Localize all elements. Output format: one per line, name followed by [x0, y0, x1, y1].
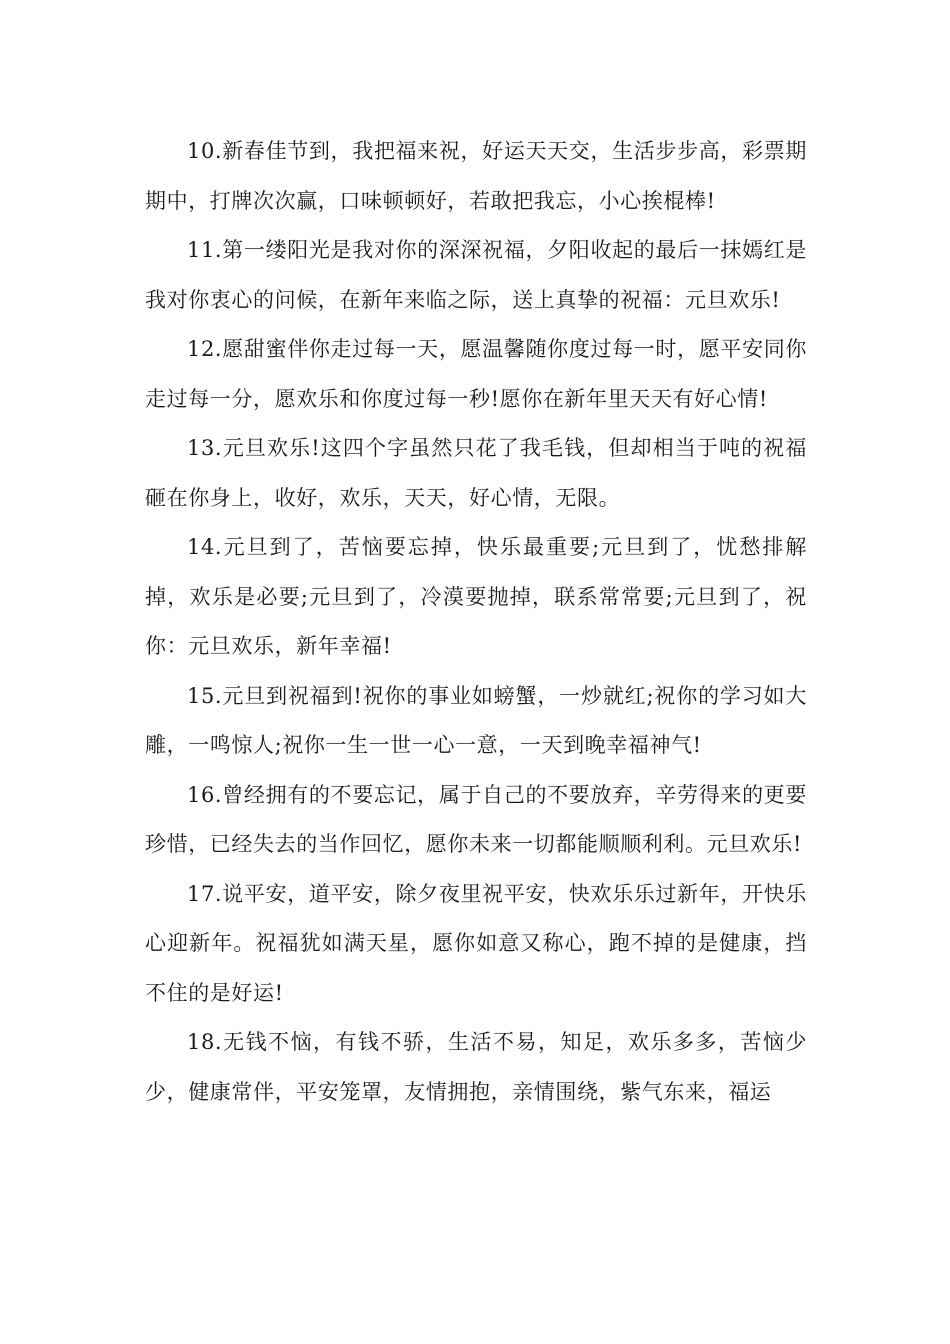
- paragraph-15: 15.元旦到祝福到!祝你的事业如螃蟹，一炒就红;祝你的学习如大雕，一鸣惊人;祝你一生一世一心一意，一天到晚幸福神气!: [145, 683, 807, 757]
- paragraph-17: 17.说平安，道平安，除夕夜里祝平安，快欢乐乐过新年，开快乐心迎新年。祝福犹如满天星，愿你如意又称心，跑不掉的是健康，挡不住的是好运!: [145, 881, 807, 1005]
- document-body: [145, 127, 807, 1117]
- paragraph-12: 12.愿甜蜜伴你走过每一天，愿温馨随你度过每一时，愿平安同你走过每一分，愿欢乐和你度过每一秒!愿你在新年里天天有好心情!: [145, 337, 807, 411]
- paragraph-10: 10.新春佳节到，我把福来祝，好运天天交，生活步步高，彩票期期中，打牌次次赢，口味顿顿好，若敢把我忘，小心挨棍棒!: [145, 139, 807, 213]
- paragraph-11: 11.第一缕阳光是我对你的深深祝福，夕阳收起的最后一抹嫣红是我对你衷心的问候，在新年来临之际，送上真挚的祝福：元旦欢乐!: [145, 238, 807, 312]
- paragraph-18: 18.无钱不恼，有钱不骄，生活不易，知足，欢乐多多，苦恼少少，健康常伴，平安笼罩，友情拥抱，亲情围绕，紫气东来，福运: [145, 1030, 807, 1104]
- paragraph-13: 13.元旦欢乐!这四个字虽然只花了我毛钱，但却相当于吨的祝福砸在你身上，收好，欢乐，天天，好心情，无限。: [145, 436, 807, 510]
- paragraph-14: 14.元旦到了，苦恼要忘掉，快乐最重要;元旦到了，忧愁排解掉，欢乐是必要;元旦到了，冷漠要抛掉，联系常常要;元旦到了，祝你：元旦欢乐，新年幸福!: [145, 535, 807, 658]
- paragraph-16: 16.曾经拥有的不要忘记，属于自己的不要放弃，辛劳得来的更要珍惜，已经失去的当作回忆，愿你未来一切都能顺顺利利。元旦欢乐!: [145, 782, 807, 856]
